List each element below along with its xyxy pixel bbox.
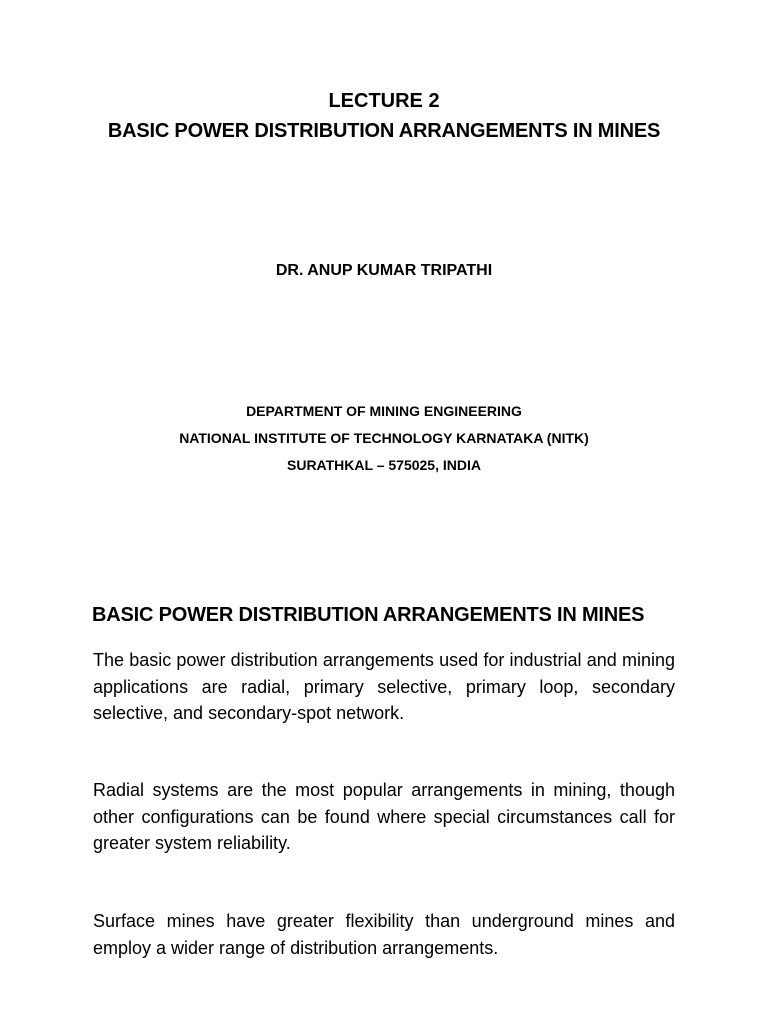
content-slide [0,512,768,1024]
paragraph: Radial systems are the most popular arrangements in mining, though other configurations can be found where special circumstances call for greater system reliability. [93,780,675,853]
paragraph: The basic power distribution arrangements used for industrial and mining applications are radial, primary selective, primary loop, secondary selective, and secondary-spot network. [93,650,675,723]
affiliation-block [0,398,768,479]
lecture-number: LECTURE 2 [328,90,440,112]
lecture-title: BASIC POWER DISTRIBUTION ARRANGEMENTS IN MINES [107,120,661,142]
institute-name: NATIONAL INSTITUTE OF TECHNOLOGY KARNATAKA (NITK) [179,430,589,446]
paragraph: Surface mines have greater flexibility than underground mines and employ a wider range of distribution arrangements. [93,911,675,958]
department-name: DEPARTMENT OF MINING ENGINEERING [246,403,522,419]
author-name: DR. ANUP KUMAR TRIPATHI [275,262,493,279]
institute-address: SURATHKAL – 575025, INDIA [287,457,481,473]
lecture-title-block [0,86,768,146]
content-slide-title: BASIC POWER DISTRIBUTION ARRANGEMENTS IN MINES [92,604,645,626]
